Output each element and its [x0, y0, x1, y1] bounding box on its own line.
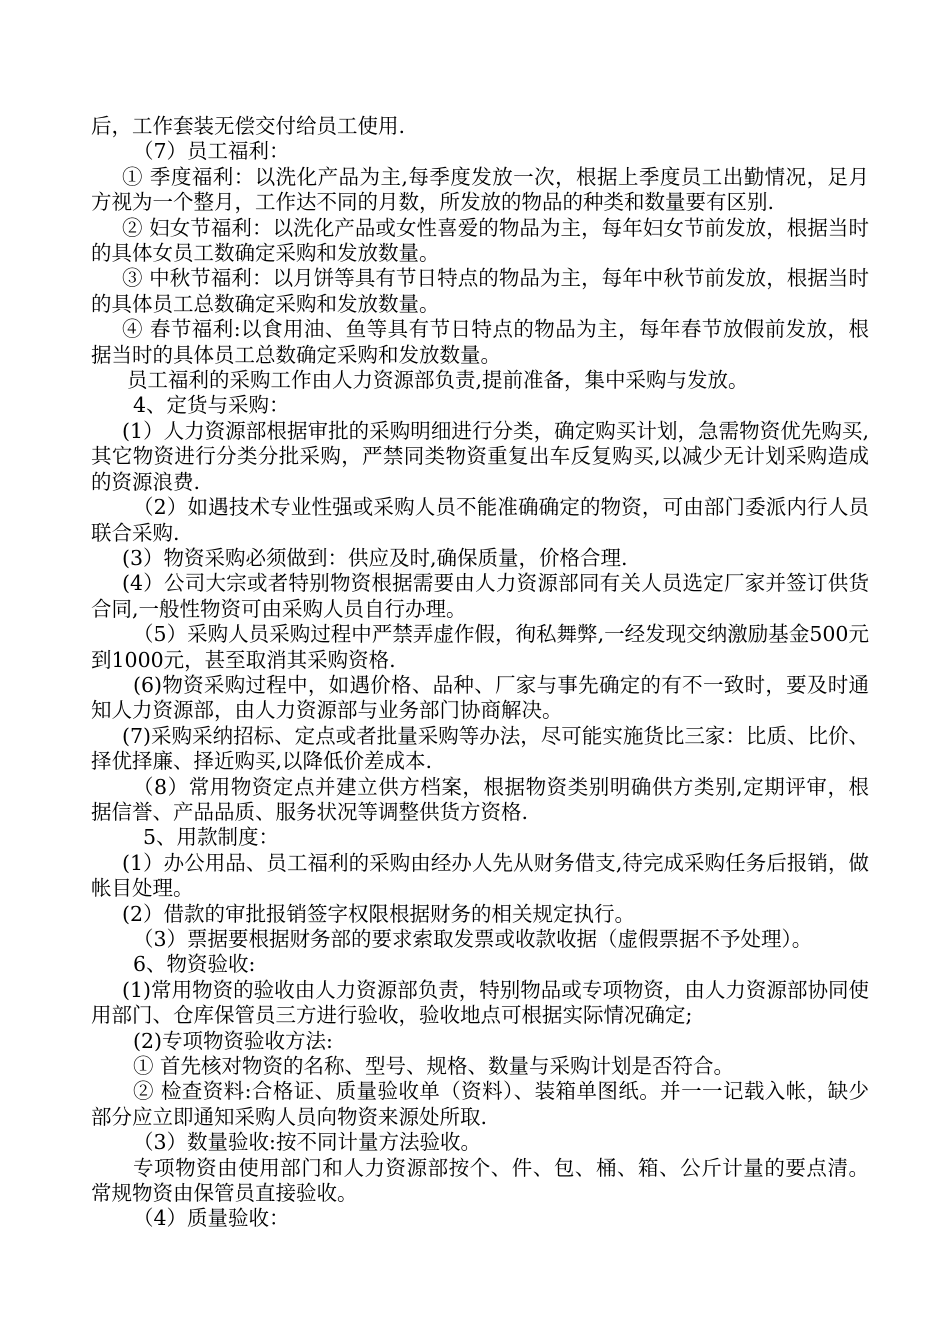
paragraph-28: （4）质量验收： [133, 1206, 290, 1231]
paragraph-19: (2）借款的审批报销签字权限根据财务的相关规定执行。 [122, 901, 636, 926]
paragraph-2: （7）员工福利： [133, 139, 290, 164]
section-heading-6: 6、物资验收: [133, 952, 256, 977]
section-heading-5: 5、用款制度： [143, 825, 280, 850]
paragraph-10: （2）如遇技术专业性强或采购人员不能准确确定的物资，可由部门委派内行人员联合采购. [91, 495, 869, 545]
paragraph-1: 后，工作套装无偿交付给员工使用. [91, 114, 406, 138]
paragraph-15: (7)采购采纳招标、定点或者批量采购等办法，尽可能实施货比三家：比质、比价、择优择廉、择近购买,以降低价差成本. [91, 723, 869, 774]
paragraph-5: ③ 中秋节福利：以月饼等具有节日特点的物品为主，每年中秋节前发放，根据当时的具体员工总数确定采购和发放数量。 [91, 266, 869, 316]
paragraph-27: 专项物资由使用部门和人力资源部按个、件、包、桶、箱、公斤计量的要点清。常规物资由保管员直接验收。 [91, 1155, 869, 1206]
paragraph-13: （5）采购人员采购过程中严禁弄虚作假，徇私舞弊,一经发现交纳激励基金500元到1000元，甚至取消其采购资格. [91, 622, 869, 672]
paragraph-26: （3）数量验收:按不同计量方法验收。 [133, 1130, 481, 1155]
paragraph-22: (1)常用物资的验收由人力资源部负责，特别物品或专项物资，由人力资源部协同使用部门、仓库保管员三方进行验收，验收地点可根据实际情况确定; [91, 977, 869, 1028]
paragraph-12: (4）公司大宗或者特别物资根据需要由人力资源部同有关人员选定厂家并签订供货合同,一般性物资可由采购人员自行办理。 [91, 571, 869, 621]
paragraph-25: ② 检查资料:合格证、质量验收单（资料）、装箱单图纸。并一一记载入帐，缺少部分应立即通知采购人员向物资来源处所取. [91, 1079, 869, 1129]
paragraph-3: ① 季度福利：以洗化产品为主,每季度发放一次，根据上季度员工出勤情况，足月方视为一个整月，工作达不同的月数，所发放的物品的种类和数量要有区别. [91, 164, 869, 215]
paragraph-18: (1）办公用品、员工福利的采购由经办人先从财务借支,待完成采购任务后报销，做帐目处理。 [91, 850, 869, 901]
paragraph-9: (1）人力资源部根据审批的采购明细进行分类，确定购买计划，急需物资优先购买,其它物资进行分类分批采购，严禁同类物资重复出车反复购买,以减少无计划采购造成的资源浪费. [91, 418, 869, 494]
paragraph-16: （8）常用物资定点并建立供方档案，根据物资类别明确供方类别,定期评审，根据信誉、产品品质、服务状况等调整供货方资格. [91, 774, 869, 824]
paragraph-7: 员工福利的采购工作由人力资源部负责,提前准备，集中采购与发放。 [127, 368, 749, 393]
paragraph-24: ① 首先核对物资的名称、型号、规格、数量与采购计划是否符合。 [133, 1054, 735, 1079]
paragraph-4: ② 妇女节福利：以洗化产品或女性喜爱的物品为主，每年妇女节前发放，根据当时的具体女员工数确定采购和发放数量。 [91, 215, 869, 266]
paragraph-14: (6)物资采购过程中，如遇价格、品种、厂家与事先确定的有不一致时，要及时通知人力资源部，由人力资源部与业务部门协商解决。 [91, 672, 869, 723]
paragraph-6: ④ 春节福利:以食用油、鱼等具有节日特点的物品为主，每年春节放假前发放，根据当时的具体员工总数确定采购和发放数量。 [91, 317, 869, 367]
paragraph-11: (3）物资采购必须做到：供应及时,确保质量，价格合理. [122, 545, 628, 570]
document-page [91, 114, 869, 1232]
section-heading-4: 4、定货与采购： [133, 393, 290, 418]
paragraph-20: （3）票据要根据财务部的要求索取发票或收款收据（虚假票据不予处理）。 [133, 927, 813, 951]
paragraph-23: (2)专项物资验收方法: [133, 1028, 333, 1053]
